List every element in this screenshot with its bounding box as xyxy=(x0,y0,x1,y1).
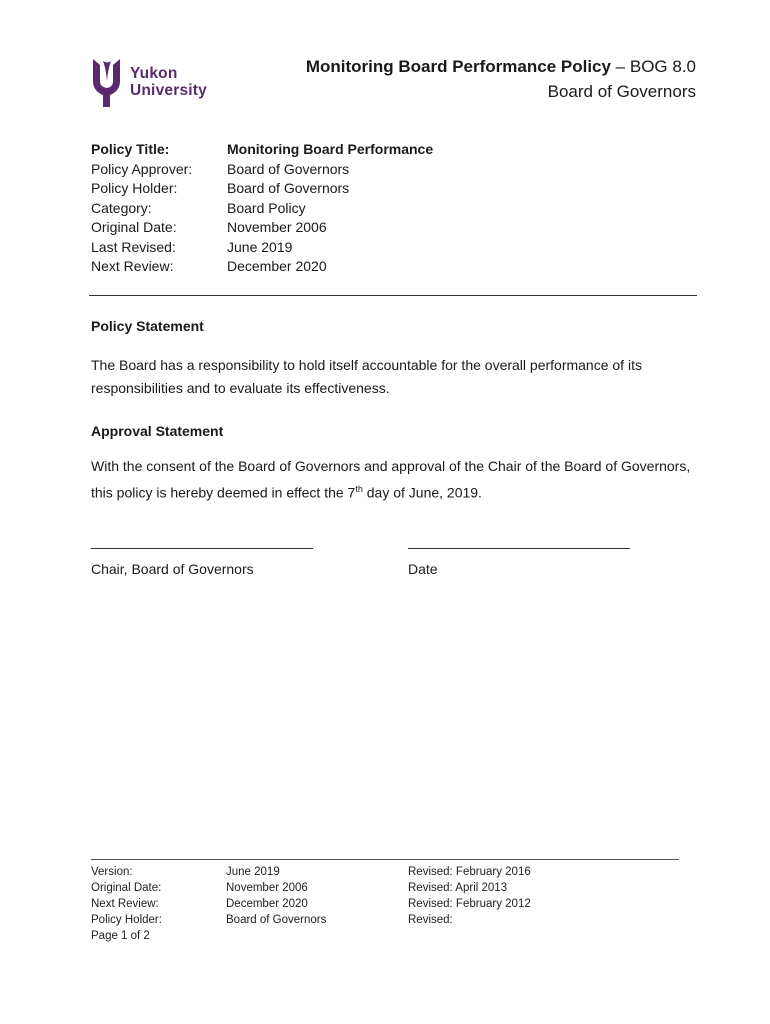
meta-label: Last Revised: xyxy=(91,238,176,255)
logo-wordmark xyxy=(130,65,207,99)
revision-entry: Revised: April 2013 xyxy=(408,882,508,894)
meta-value: Board of Governors xyxy=(227,180,350,196)
policy-statement-heading: Policy Statement xyxy=(91,318,204,334)
date-signature-line xyxy=(408,548,630,549)
meta-label: Category: xyxy=(91,199,152,216)
meta-value: Monitoring Board Performance xyxy=(227,141,434,157)
document-subtitle: Board of Governors xyxy=(547,82,696,101)
approval-statement-heading: Approval Statement xyxy=(91,423,224,439)
page-number: Page 1 of 2 xyxy=(91,930,150,942)
approval-statement-text xyxy=(91,455,691,505)
footer-value: Board of Governors xyxy=(226,914,327,926)
approval-text-superscript: th xyxy=(355,484,363,494)
meta-label: Policy Title: xyxy=(91,141,170,157)
meta-label: Policy Holder: xyxy=(91,180,178,196)
approval-text-main: With the consent of the Board of Governors and approval of the Chair of the Board of Governors, this policy is hereby deemed in effect the 7 xyxy=(91,458,691,501)
section-divider xyxy=(89,295,697,296)
meta-label: Original Date: xyxy=(91,219,177,235)
meta-label: Next Review: xyxy=(91,258,174,274)
document-header xyxy=(306,55,696,105)
meta-value: Board Policy xyxy=(227,199,306,216)
chair-signature-line xyxy=(91,548,313,549)
university-logo xyxy=(90,55,220,111)
footer-label: Version: xyxy=(91,866,133,878)
document-title xyxy=(306,55,696,79)
footer-values xyxy=(226,864,326,928)
footer-divider xyxy=(91,859,679,860)
meta-value: December 2020 xyxy=(227,258,327,274)
footer-revisions xyxy=(408,864,531,928)
revision-entry: Revised: xyxy=(408,914,453,926)
meta-label: Policy Approver: xyxy=(91,160,193,177)
meta-value: November 2006 xyxy=(227,219,327,235)
yukon-leaf-icon xyxy=(90,55,124,109)
revision-entry: Revised: February 2016 xyxy=(408,866,531,878)
meta-value: Board of Governors xyxy=(227,160,350,177)
footer-labels xyxy=(91,864,162,944)
revision-entry: Revised: February 2012 xyxy=(408,898,531,910)
policy-statement-text: The Board has a responsibility to hold itself accountable for the overall performance of its responsibilities and to evaluate its effectiveness. xyxy=(91,357,642,396)
footer-label: Original Date: xyxy=(91,882,162,894)
footer-value: June 2019 xyxy=(226,866,280,878)
document-title-bold: Monitoring Board Performance Policy xyxy=(305,57,611,76)
footer-label: Next Review: xyxy=(91,898,159,910)
approval-text-end: day of June, 2019. xyxy=(362,484,482,501)
logo-text-line1: Yukon xyxy=(130,65,178,82)
footer-label: Policy Holder: xyxy=(91,914,162,926)
meta-value: June 2019 xyxy=(227,238,293,255)
footer-value: November 2006 xyxy=(226,882,308,894)
chair-signature-label: Chair, Board of Governors xyxy=(91,561,254,577)
document-title-code: – BOG 8.0 xyxy=(610,57,696,76)
footer-value: December 2020 xyxy=(226,898,308,910)
date-signature-label: Date xyxy=(408,561,438,577)
logo-text-line2: University xyxy=(130,82,207,99)
